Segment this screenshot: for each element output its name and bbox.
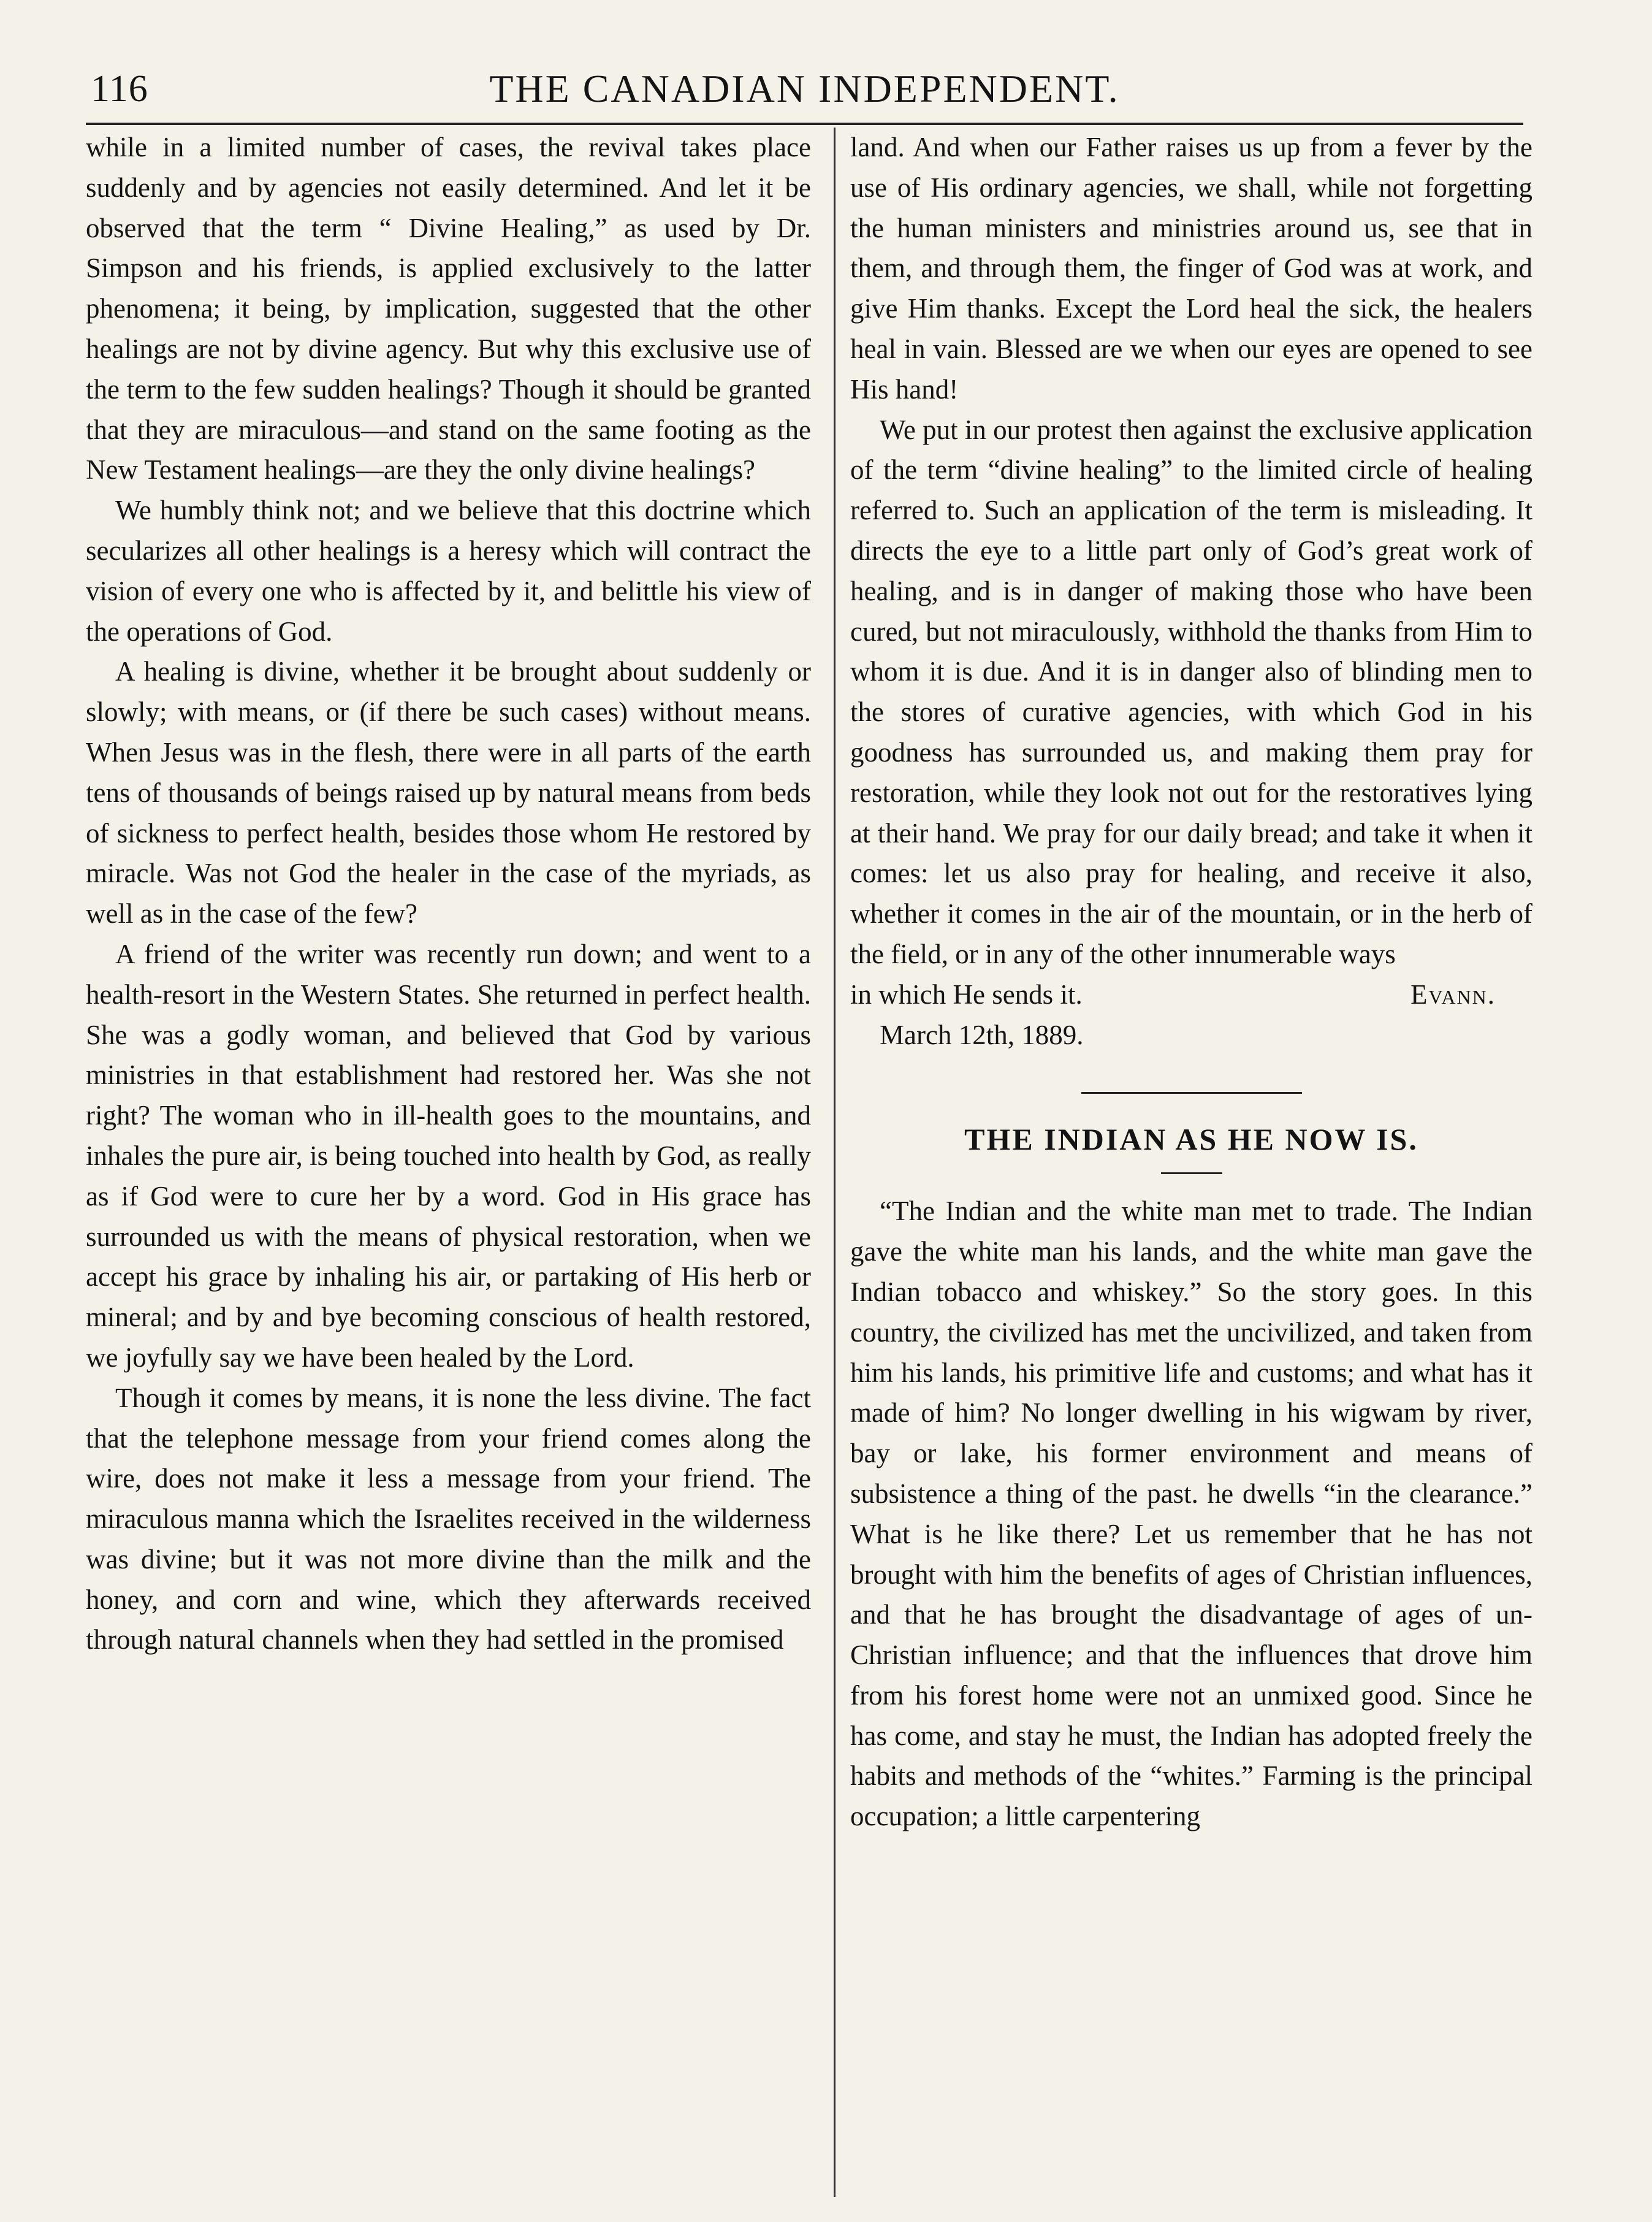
page-number: 116 — [91, 68, 148, 110]
signature-line — [850, 975, 1532, 1015]
article-paragraph: A friend of the writer was recently run down; and went to a health-resort in the Western States. She returned in perfect health. She was a godly woman, and believed that God by various ministries in that establishment had restored her. Was she not right? The woman who in ill-health goes to the mountains, and inhales the pure air, is being touched into health by God, as really as if God were to cure her by a word. God in His grace has surrounded us with the means of physical restoration, when we accept his grace by inhaling his air, or partaking of His herb or mineral; and by and bye becoming conscious of health restored, we joyfully say we have been healed by the Lord. — [86, 938, 811, 1373]
continuation-paragraph: land. And when our Father raises us up from a fever by the use of His ordinary agencies, we shall, while not forgetting the human ministers and ministries around us, see that in them, and through them, the finger of God was at work, and give Him thanks. Except the Lord heal the sick, the healers heal in vain. Blessed are we when our eyes are opened to see His hand! — [850, 132, 1532, 405]
article-paragraph: A healing is divine, whether it be brought about suddenly or slowly; with means, or (if there be such cases) without means. When Jesus was in the flesh, there were in all parts of the earth tens of thousands of beings raised up by natural means from beds of sickness to perfect health, besides those whom He restored by miracle. Was not God the healer in the case of the myriads, as well as in the case of the few? — [86, 656, 811, 930]
section-divider — [1081, 1092, 1302, 1094]
left-column — [86, 128, 818, 2200]
protest-last-line: in which He sends it. — [850, 979, 1083, 1010]
header-rule — [86, 123, 1523, 125]
article-paragraph: “The Indian and the white man met to trade. The Indian gave the white man his lands, and the white man gave the Indian tobacco and whiskey.” So the story goes. In this country, the civilized has met the uncivilized, and taken from him his lands, his primitive life and customs; and what has it made of him? No longer dwelling in his wigwam by river, bay or lake, his former environment and means of subsistence a thing of the past. he dwells “in the clearance.” What is he like there? Let us remember that he has not brought with him the benefits of ages of Christian influences, and that he has brought the disadvantage of ages of un-Christian influence; and that the influences that drove him from his forest home were not an unmixed good. Since he has come, and stay he must, the Indian has adopted freely the habits and methods of the “whites.” Farming is the principal occupation; a little carpentering — [850, 1196, 1532, 1832]
page-header — [86, 58, 1523, 120]
author-signature: Evann. — [1410, 979, 1496, 1010]
article-paragraph: Though it comes by means, it is none the less divine. The fact that the telephone message from your friend comes along the wire, does not make it less a message from your friend. The miraculous manna which the Israelites received in the wilderness was divine; but it was not more divine than the milk and the honey, and corn and wine, which they afterwards received through natural channels when they had settled in the promised — [86, 1382, 811, 1655]
title-rule — [1161, 1172, 1222, 1174]
article-paragraph: while in a limited number of cases, the revival takes place suddenly and by agencies not easily determined. And let it be observed that the term “ Divine Healing,” as used by Dr. Simpson and his friends, is applied exclusively to the latter phenomena; it being, by implication, suggested that the other healings are not by divine agency. But why this exclusive use of the term to the few sudden healings? Though it should be granted that they are miraculous—and stand on the same footing as the New Testament healings—are they the only divine healings? — [86, 132, 811, 486]
article-title: THE INDIAN AS HE NOW IS. — [964, 1122, 1418, 1157]
article-paragraph: We humbly think not; and we believe that this doctrine which secularizes all other healings is a heresy which will contract the vision of every one who is affected by it, and belittle his view of the operations of God. — [86, 495, 811, 647]
protest-paragraph: We put in our protest then against the exclusive application of the term “divine healing” to the limited circle of healing referred to. Such an application of the term is misleading. It directs the eye to a little part only of God’s great work of healing, and is in danger of making those who have been cured, but not miraculously, withhold the thanks from Him to whom it is due. And it is in danger also of blinding men to the stores of curative agencies, with which God in his goodness has surrounded us, and making them pray for restoration, while they look not out for the restoratives lying at their hand. We pray for our daily bread; and take it when it comes: let us also pray for healing, and receive it also, whether it comes in the air of the mountain, or in the herb of the field, or in any of the other innumerable ways — [850, 414, 1532, 969]
column-divider — [834, 128, 836, 2197]
dateline: March 12th, 1889. — [880, 1019, 1084, 1050]
right-column — [843, 128, 1532, 2200]
running-head: THE CANADIAN INDEPENDENT. — [489, 67, 1120, 110]
